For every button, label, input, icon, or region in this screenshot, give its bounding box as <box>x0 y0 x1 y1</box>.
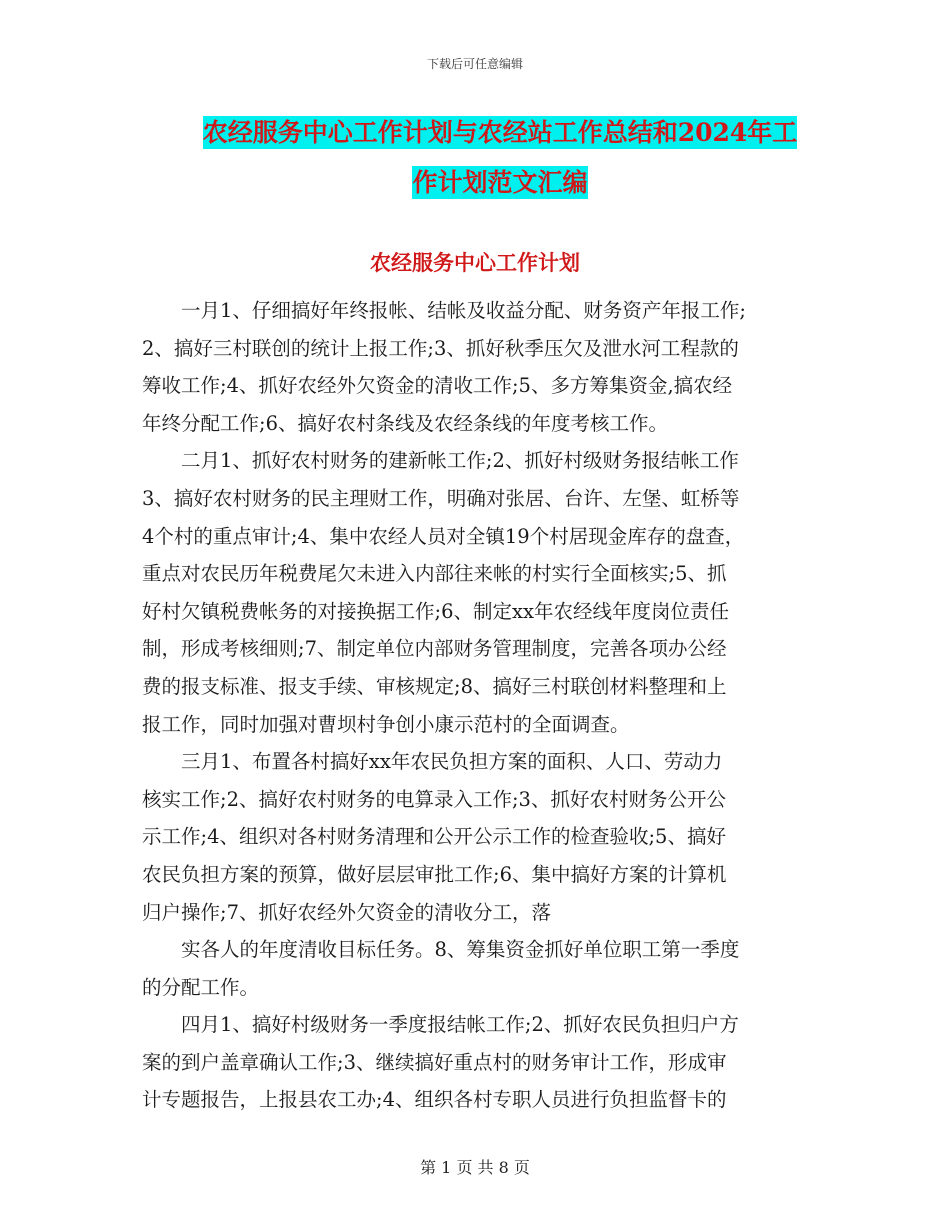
paragraph-january <box>142 292 822 442</box>
text-line: 核实工作;2、搞好农村财务的电算录入工作;3、抓好农村财务公开公 <box>142 787 726 811</box>
text-line: 三月1、布置各村搞好xx年农民负担方案的面积、人口、劳动力 <box>142 750 723 774</box>
text-line: 3、搞好农村财务的民主理财工作，明确对张居、台许、左堡、虹桥等 <box>142 486 740 510</box>
text-line: 计专题报告，上报县农工办;4、组织各村专职人员进行负担监督卡的 <box>142 1088 727 1112</box>
text-line: 示工作;4、组织对各村财务清理和公开公示工作的检查验收;5、搞好 <box>142 825 726 849</box>
text-line: 重点对农民历年税费尾欠未进入内部往来帐的村实行全面核实;5、抓 <box>142 562 727 586</box>
text-line: 2、搞好三村联创的统计上报工作;3、抓好秋季压欠及泄水河工程款的 <box>142 336 739 360</box>
text-line: 的分配工作。 <box>142 975 260 999</box>
text-line: 好村欠镇税费帐务的对接换据工作;6、制定xx年农经线年度岗位责任 <box>142 599 729 623</box>
paragraph-march <box>142 743 822 931</box>
body-text <box>142 292 822 1119</box>
page-header-note: 下载后可任意编辑 <box>426 57 523 71</box>
text-line: 报工作，同时加强对曹坝村争创小康示范村的全面调查。 <box>142 712 630 736</box>
text-line: 四月1、搞好村级财务一季度报结帐工作;2、抓好农民负担归户方 <box>142 1013 739 1037</box>
text-line: 筹收工作;4、抓好农经外欠资金的清收工作;5、多方筹集资金,搞农经 <box>142 374 733 398</box>
paragraph-april <box>142 1006 822 1119</box>
text-line: 归户操作;7、抓好农经外欠资金的清收分工，落 <box>142 900 551 924</box>
document-title <box>150 108 850 208</box>
text-line: 二月1、抓好农村财务的建新帐工作;2、抓好村级财务报结帐工作 <box>142 449 739 473</box>
text-line: 制，形成考核细则;7、制定单位内部财务管理制度，完善各项办公经 <box>142 637 727 661</box>
text-line: 费的报支标准、报支手续、审核规定;8、搞好三村联创材料整理和上 <box>142 674 727 698</box>
text-line: 年终分配工作;6、搞好农村条线及农经条线的年度考核工作。 <box>142 411 668 435</box>
document-title-line-1: 农经服务中心工作计划与农经站工作总结和2024年工 <box>202 118 798 147</box>
paragraph-february <box>142 442 822 743</box>
paragraph-march-continued <box>142 931 822 1006</box>
document-title-line-2: 作计划范文汇编 <box>412 168 588 197</box>
text-line: 4个村的重点审计;4、集中农经人员对全镇19个村居现金库存的盘查， <box>142 524 745 548</box>
text-line: 农民负担方案的预算，做好层层审批工作;6、集中搞好方案的计算机 <box>142 862 727 886</box>
text-line: 案的到户盖章确认工作;3、继续搞好重点村的财务审计工作，形成审 <box>142 1050 727 1074</box>
section-title: 农经服务中心工作计划 <box>370 250 580 275</box>
page-footer: 第 1 页 共 8 页 <box>420 1158 530 1177</box>
text-line: 一月1、仔细搞好年终报帐、结帐及收益分配、财务资产年报工作; <box>142 299 746 322</box>
text-line: 实各人的年度清收目标任务。8、筹集资金抓好单位职工第一季度 <box>142 938 740 962</box>
